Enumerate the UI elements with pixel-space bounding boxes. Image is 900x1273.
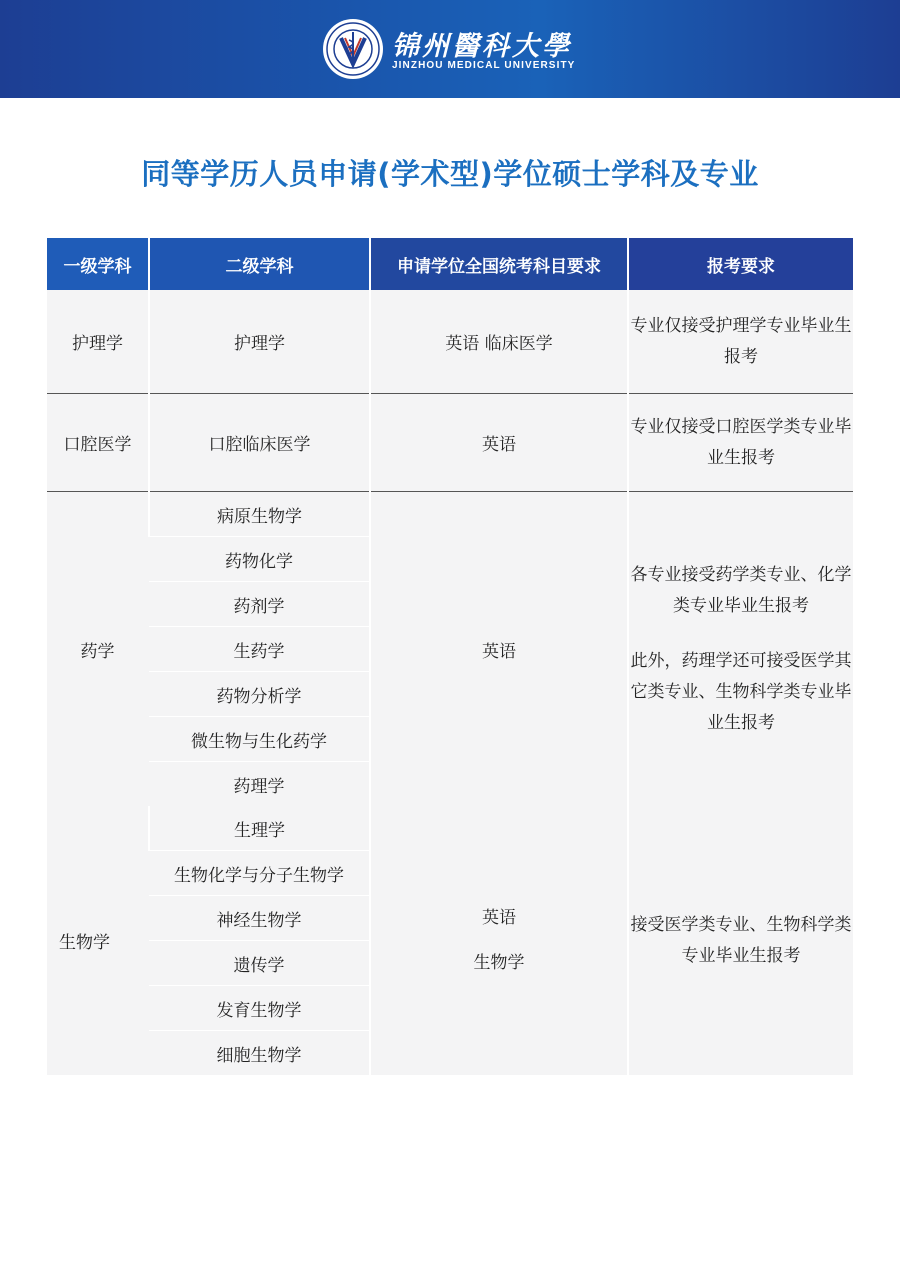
requirement-cell: [628, 290, 853, 394]
secondary-discipline-cell: 药物分析学: [149, 672, 370, 717]
primary-discipline-cell: 生物学: [47, 806, 149, 1075]
header-primary-discipline: 一级学科: [47, 238, 149, 290]
secondary-discipline-cell: 神经生物学: [149, 896, 370, 941]
secondary-discipline-cell: 发育生物学: [149, 986, 370, 1031]
exam-cell: 英语: [370, 394, 628, 492]
secondary-discipline-cell: 遗传学: [149, 941, 370, 986]
secondary-discipline-cell: 药剂学: [149, 582, 370, 627]
secondary-discipline-cell: 护理学: [149, 290, 370, 394]
requirement-text: 此外，药理学还可接受医学其它类专业、生物科学类专业毕业生报考: [630, 650, 852, 733]
primary-discipline-cell: 护理学: [47, 290, 149, 394]
secondary-discipline-cell: 细胞生物学: [149, 1031, 370, 1076]
table-row: [47, 394, 853, 492]
exam-subject: 英语: [482, 907, 516, 928]
secondary-discipline-cell: 病原生物学: [149, 492, 370, 537]
requirement-cell: [628, 492, 853, 807]
table-header-row: [47, 238, 853, 290]
requirement-cell: [628, 394, 853, 492]
secondary-discipline-cell: 药理学: [149, 762, 370, 807]
university-logo: [322, 18, 582, 80]
secondary-discipline-cell: 微生物与生化药学: [149, 717, 370, 762]
primary-discipline-cell: 口腔医学: [47, 394, 149, 492]
exam-cell: 英语: [370, 492, 628, 807]
table-row: [47, 806, 853, 851]
subjects-table: [47, 238, 853, 1075]
primary-discipline-cell: 药学: [47, 492, 149, 807]
header-banner: [0, 0, 900, 98]
secondary-discipline-cell: 药物化学: [149, 537, 370, 582]
secondary-discipline-cell: 生物化学与分子生物学: [149, 851, 370, 896]
requirement-cell: [628, 806, 853, 1075]
exam-cell: 英语 临床医学: [370, 290, 628, 394]
page-title: 同等学历人员申请(学术型)学位硕士学科及专业: [141, 157, 759, 191]
requirement-text: 各专业接受药学类专业、化学类专业毕业生报考: [630, 564, 852, 616]
header-secondary-discipline: 二级学科: [149, 238, 370, 290]
exam-cell: [370, 806, 628, 1075]
requirement-text: 接受医学类专业、生物科学类专业毕业生报考: [630, 914, 852, 966]
table-row: [47, 492, 853, 537]
university-name-en: JINZHOU MEDICAL UNIVERSITY: [392, 60, 576, 71]
university-seal-icon: [322, 18, 384, 80]
secondary-discipline-cell: 口腔临床医学: [149, 394, 370, 492]
requirement-text: 专业仅接受口腔医学类专业毕业生报考: [630, 416, 852, 468]
secondary-discipline-cell: 生理学: [149, 806, 370, 851]
header-application-requirement: 报考要求: [628, 238, 853, 290]
requirement-text: 专业仅接受护理学专业毕业生报考: [630, 315, 852, 367]
university-name-cn: 锦州醫科大學: [392, 31, 572, 62]
header-exam-requirement: 申请学位全国统考科目要求: [370, 238, 628, 290]
secondary-discipline-cell: 生药学: [149, 627, 370, 672]
table-row: [47, 290, 853, 394]
exam-subject: 生物学: [473, 952, 525, 973]
